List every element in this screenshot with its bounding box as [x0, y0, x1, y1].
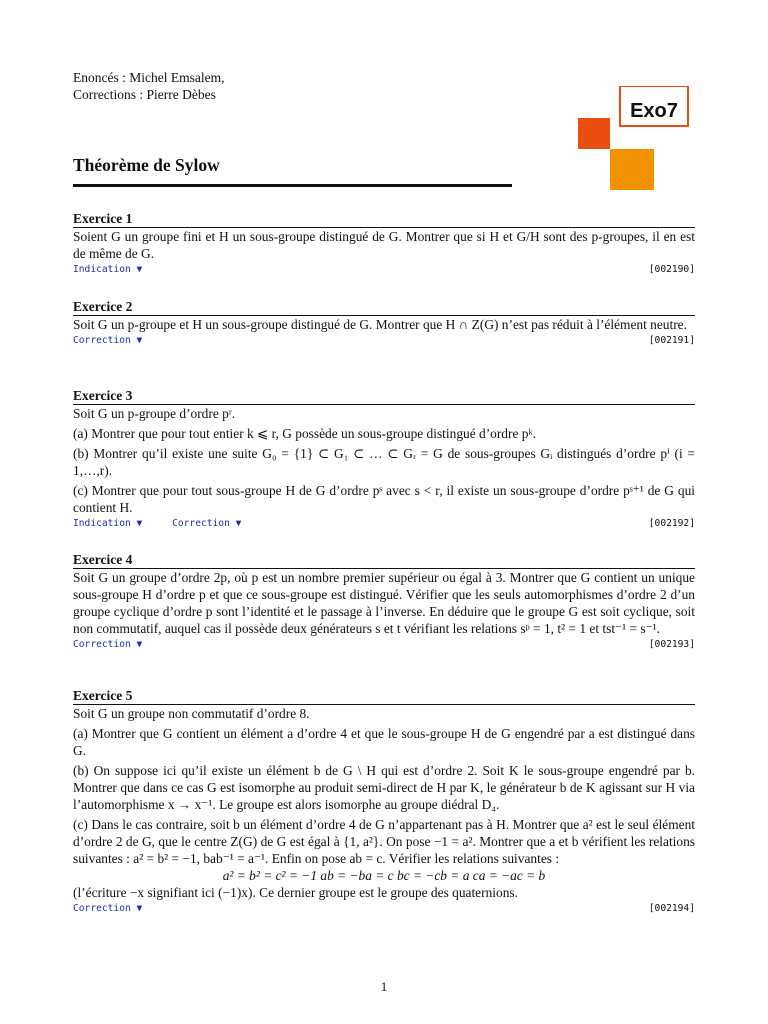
exercise-links — [73, 263, 695, 277]
exercise-item-c: (c) Montrer que pour tout sous-groupe H de G d’ordre pˢ avec s < r, il existe un sous-groupe d’ordre pˢ⁺¹ de G qui contient H. — [73, 483, 695, 515]
exercise-title: Exercice 3 — [73, 388, 133, 403]
exercise-closing-text: (l’écriture −x signifiant ici (−1)x). Ce dernier groupe est le groupe des quaternions. — [73, 885, 518, 900]
exercise-text: Soit G un p-groupe et H un sous-groupe distingué de G. Montrer que H ∩ Z(G) n’est pas réduit à l’élément neutre. — [73, 317, 687, 332]
exercise-ref: [002193] — [648, 639, 695, 650]
correction-link[interactable]: Correction ▼ — [73, 639, 143, 650]
correction-link[interactable]: Correction ▼ — [172, 518, 242, 529]
correction-link[interactable]: Correction ▼ — [73, 903, 143, 914]
exercise-links — [73, 517, 695, 531]
exercise-5 — [73, 688, 695, 916]
title-rule — [73, 184, 512, 187]
page-number: 1 — [380, 979, 388, 994]
exercise-text: Soient G un groupe fini et H un sous-groupe distingué de G. Montrer que si H et G/H sont des p-groupes, il en est de même de G. — [73, 229, 695, 261]
exercise-1 — [73, 211, 695, 277]
exercise-links — [73, 902, 695, 916]
authors-enonces: Enoncés : Michel Emsalem, — [73, 70, 225, 85]
exercise-text: Soit G un p-groupe d’ordre pʳ. — [73, 406, 236, 421]
exercise-links — [73, 638, 695, 652]
indication-link[interactable]: Indication ▼ — [73, 518, 143, 529]
display-equation: a² = b² = c² = −1 ab = −ba = c bc = −cb = a ca = −ac = b — [222, 868, 546, 883]
exo7-logo — [578, 86, 690, 192]
exo7-logo-text: Exo7 — [630, 100, 678, 122]
exercise-ref: [002192] — [648, 518, 695, 529]
authors-block — [73, 69, 224, 103]
exercise-ref: [002194] — [648, 903, 695, 914]
authors-corrections: Corrections : Pierre Dèbes — [73, 87, 216, 102]
correction-link[interactable]: Correction ▼ — [73, 335, 143, 346]
exercise-item-c: (c) Dans le cas contraire, soit b un élément d’ordre 4 de G n’appartenant pas à H. Montrer que a² est le seul élément d’ordre 2 de G, que le centre Z(G) de G est égal à {1, a²}. On pose −1 = a². Montrer que a et b vérifient les relations suivantes : a² = b² = −1, bab⁻¹ = a⁻¹. Enfin on pose ab = c. Vérifier les relations suivantes : — [73, 817, 695, 866]
exercise-title: Exercice 4 — [73, 552, 133, 567]
exercise-4 — [73, 552, 695, 652]
exercise-title: Exercice 1 — [73, 211, 133, 226]
page-title: Théorème de Sylow — [73, 155, 220, 175]
exercise-text: Soit G un groupe non commutatif d’ordre 8. — [73, 706, 310, 721]
exercise-item-b: (b) On suppose ici qu’il existe un élément b de G \ H qui est d’ordre 2. Soit K le sous-groupe engendré par b. Montrer que dans ce cas G est isomorphe au produit semi-direct de H par K, le générateur b de K agissant sur H via l’automorphisme x → x⁻¹. Le groupe est alors isomorphe au groupe diédral D₄. — [73, 763, 695, 812]
exercise-ref: [002191] — [648, 335, 695, 346]
exercise-ref: [002190] — [648, 264, 695, 275]
exercise-title: Exercice 2 — [73, 299, 133, 314]
exercise-text: Soit G un groupe d’ordre 2p, où p est un nombre premier supérieur ou égal à 3. Montrer que G contient un unique sous-groupe H d’ordre p et que ce sous-groupe est distingué. Vérifier que les seuls automorphismes d’ordre 2 d’un groupe cyclique d’ordre p sont l’identité et le passage à l’inverse. En déduire que le groupe G est soit cyclique, soit non commutatif, auquel cas il possède deux générateurs s et t vérifiant les relations sᵖ = 1, t² = 1 et tst⁻¹ = s⁻¹. — [73, 570, 695, 636]
exercise-item-a: (a) Montrer que pour tout entier k ⩽ r, G possède un sous-groupe distingué d’ordre pᵏ. — [73, 426, 537, 441]
exercise-links — [73, 334, 695, 348]
exercise-3 — [73, 388, 695, 531]
indication-link[interactable]: Indication ▼ — [73, 264, 143, 275]
exercise-item-a: (a) Montrer que G contient un élément a d’ordre 4 et que le sous-groupe H de G engendré par a est distingué dans G. — [73, 726, 695, 758]
exercise-2 — [73, 299, 695, 348]
exercise-title: Exercice 5 — [73, 688, 133, 703]
exercise-item-b: (b) Montrer qu’il existe une suite G₀ = {1} ⊂ G₁ ⊂ … ⊂ Gᵣ = G de sous-groupes Gᵢ distingués d’ordre pⁱ (i = 1,…,r). — [73, 446, 695, 478]
